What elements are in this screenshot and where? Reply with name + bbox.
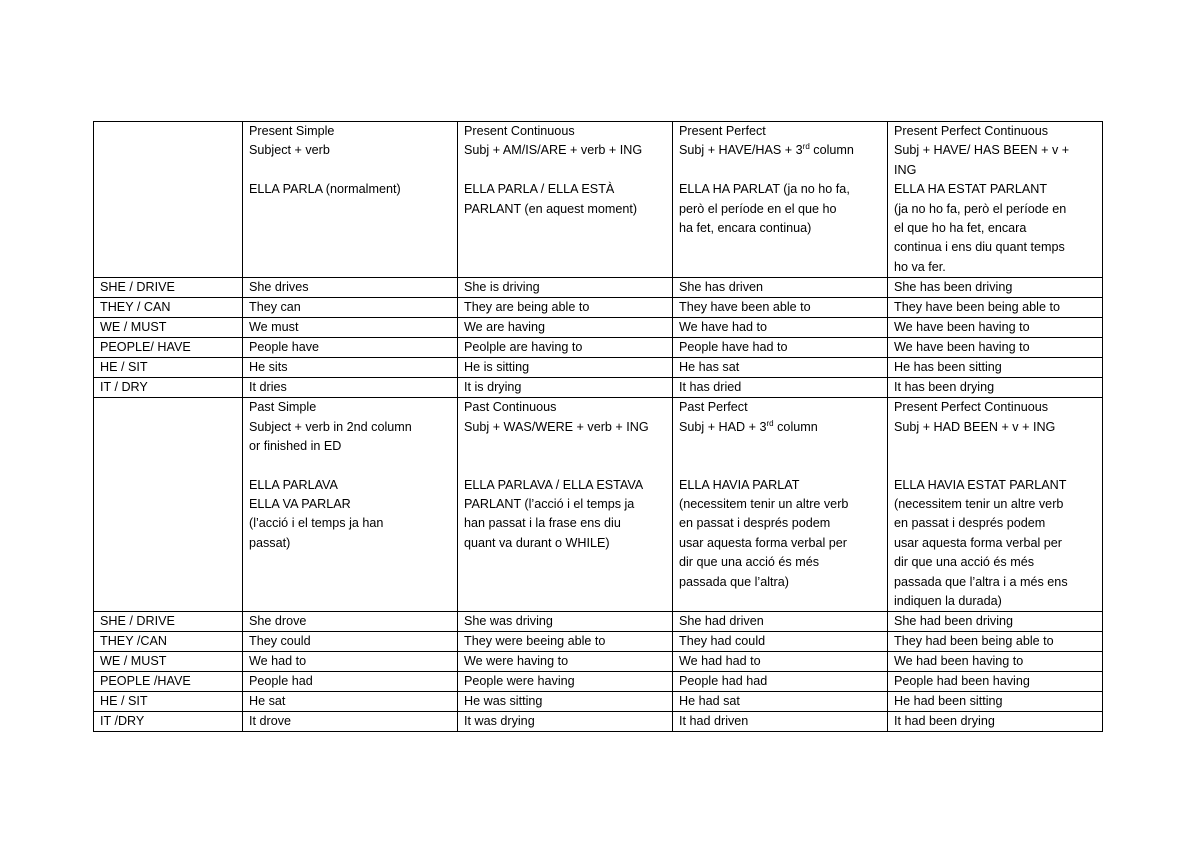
header-present-perfect-continuous: [888, 122, 1103, 278]
table-cell: Peolple are having to: [458, 338, 673, 358]
tense-formula: or finished in ED: [249, 438, 342, 453]
header-past-simple: [243, 398, 458, 612]
table-cell: We are having: [458, 318, 673, 338]
table-cell: They had been being able to: [888, 632, 1103, 652]
tense-title: Present Continuous: [464, 124, 575, 138]
header-past-perfect-continuous: [888, 398, 1103, 612]
row-label: HE / SIT: [94, 358, 243, 378]
table-cell: People have: [243, 338, 458, 358]
verb-tense-table: [93, 121, 1103, 732]
table-cell: We have been having to: [888, 318, 1103, 338]
tense-example: (necessitem tenir un altre verb: [679, 497, 849, 512]
tense-title: Present Perfect Continuous: [894, 124, 1049, 138]
tense-example: han passat i la frase ens diu: [464, 516, 621, 531]
table-cell: She drives: [243, 278, 458, 298]
table-cell: We have had to: [673, 318, 888, 338]
table-cell: They can: [243, 298, 458, 318]
table-cell: He is sitting: [458, 358, 673, 378]
table-cell: It drove: [243, 712, 458, 732]
table-row: [94, 672, 1103, 692]
table-cell: We had been having to: [888, 652, 1103, 672]
table-cell: We have been having to: [888, 338, 1103, 358]
tense-title: Past Continuous: [464, 400, 557, 415]
tense-example: passada que l’altra): [679, 574, 789, 589]
table-cell: We must: [243, 318, 458, 338]
table-cell: People were having: [458, 672, 673, 692]
tense-example: ELLA HAVIA PARLAT: [679, 477, 800, 492]
tense-example: ELLA PARLAVA / ELLA ESTAVA: [464, 477, 644, 492]
empty-corner-cell: [94, 398, 243, 612]
tense-title: Present Simple: [249, 124, 335, 138]
row-label: HE / SIT: [94, 692, 243, 712]
header-present-continuous: [458, 122, 673, 278]
tense-example: ELLA PARLA / ELLA ESTÀ: [464, 182, 615, 197]
tense-formula: ING: [894, 162, 917, 177]
table-cell: She had been driving: [888, 612, 1103, 632]
tense-formula: Subj + HAVE/HAS + 3rd column: [679, 142, 854, 158]
table-cell: She had driven: [673, 612, 888, 632]
tense-title: Past Simple: [249, 400, 317, 415]
row-label: THEY / CAN: [94, 298, 243, 318]
table-row: [94, 612, 1103, 632]
tense-example: passada que l’altra i a més ens: [894, 574, 1068, 589]
row-label: IT /DRY: [94, 712, 243, 732]
table-cell: They have been being able to: [888, 298, 1103, 318]
row-label: WE / MUST: [94, 652, 243, 672]
tense-title: Present Perfect Continuous: [894, 400, 1049, 415]
table-row: [94, 692, 1103, 712]
tense-example: ELLA HAVIA ESTAT PARLANT: [894, 477, 1067, 492]
tense-formula: Subj + AM/IS/ARE + verb + ING: [464, 143, 643, 158]
table-cell: People have had to: [673, 338, 888, 358]
tense-example: indiquen la durada): [894, 594, 1002, 609]
tense-example: usar aquesta forma verbal per: [894, 535, 1063, 550]
tense-formula: Subj + HAD + 3rd column: [679, 418, 818, 434]
table-cell: People had been having: [888, 672, 1103, 692]
tense-example: ELLA PARLA (normalment): [249, 182, 401, 197]
table-cell: He sits: [243, 358, 458, 378]
tense-example: quant va durant o WHILE): [464, 535, 610, 550]
tense-example: ELLA VA PARLAR: [249, 497, 351, 512]
table-row: [94, 298, 1103, 318]
tense-example: continua i ens diu quant temps: [894, 240, 1065, 255]
tense-example: ELLA HA ESTAT PARLANT: [894, 182, 1048, 197]
tense-example: dir que una acció és més: [894, 555, 1035, 570]
table-cell: They had could: [673, 632, 888, 652]
table-cell: We had had to: [673, 652, 888, 672]
table-cell: She was driving: [458, 612, 673, 632]
tense-formula: Subj + HAD BEEN + v + ING: [894, 419, 1056, 434]
table-cell: He sat: [243, 692, 458, 712]
row-label: PEOPLE /HAVE: [94, 672, 243, 692]
tense-title: Past Perfect: [679, 400, 748, 415]
tense-example: en passat i després podem: [679, 516, 831, 531]
header-present-perfect: [673, 122, 888, 278]
row-label: SHE / DRIVE: [94, 612, 243, 632]
tense-example: PARLANT (l’acció i el temps ja: [464, 497, 635, 512]
table-row: [94, 652, 1103, 672]
table-row: [94, 358, 1103, 378]
tense-formula: Subj + HAVE/ HAS BEEN + v +: [894, 143, 1070, 158]
tense-example: ELLA HA PARLAT (ja no ho fa,: [679, 182, 850, 197]
tense-example: passat): [249, 535, 291, 550]
table-cell: It has been drying: [888, 378, 1103, 398]
table-cell: She has been driving: [888, 278, 1103, 298]
tense-example: usar aquesta forma verbal per: [679, 535, 848, 550]
table-cell: It had driven: [673, 712, 888, 732]
table-cell: She drove: [243, 612, 458, 632]
tense-formula: Subject + verb in 2nd column: [249, 419, 412, 434]
table-row: [94, 278, 1103, 298]
table-row: [94, 378, 1103, 398]
table-cell: He had sat: [673, 692, 888, 712]
tense-formula: Subj + WAS/WERE + verb + ING: [464, 419, 649, 434]
table-cell: We had to: [243, 652, 458, 672]
header-past-perfect: [673, 398, 888, 612]
table-cell: She has driven: [673, 278, 888, 298]
present-header-row: [94, 122, 1103, 278]
tense-formula: Subject + verb: [249, 143, 330, 158]
empty-corner-cell: [94, 122, 243, 278]
tense-example: (necessitem tenir un altre verb: [894, 497, 1064, 512]
tense-title: Present Perfect: [679, 124, 766, 138]
tense-example: en passat i després podem: [894, 516, 1046, 531]
past-header-row: [94, 398, 1103, 612]
tense-example: (l’acció i el temps ja han: [249, 516, 384, 531]
table-cell: It has dried: [673, 378, 888, 398]
table-cell: He had been sitting: [888, 692, 1103, 712]
table-cell: We were having to: [458, 652, 673, 672]
tense-example: el que ho ha fet, encara: [894, 220, 1027, 235]
row-label: THEY /CAN: [94, 632, 243, 652]
tense-example: ha fet, encara continua): [679, 220, 812, 235]
header-past-continuous: [458, 398, 673, 612]
tense-example: (ja no ho fa, però el període en: [894, 201, 1067, 216]
table-cell: It is drying: [458, 378, 673, 398]
table-cell: It had been drying: [888, 712, 1103, 732]
table-cell: It dries: [243, 378, 458, 398]
table-cell: People had had: [673, 672, 888, 692]
table-cell: They could: [243, 632, 458, 652]
table-row: [94, 632, 1103, 652]
tense-example: ho va fer.: [894, 259, 946, 274]
table-row: [94, 318, 1103, 338]
table-row: [94, 338, 1103, 358]
table-cell: He was sitting: [458, 692, 673, 712]
table-cell: He has sat: [673, 358, 888, 378]
row-label: WE / MUST: [94, 318, 243, 338]
table-cell: She is driving: [458, 278, 673, 298]
table-cell: People had: [243, 672, 458, 692]
row-label: PEOPLE/ HAVE: [94, 338, 243, 358]
tense-example: ELLA PARLAVA: [249, 477, 338, 492]
row-label: SHE / DRIVE: [94, 278, 243, 298]
row-label: IT / DRY: [94, 378, 243, 398]
table-row: [94, 712, 1103, 732]
table-cell: They were beeing able to: [458, 632, 673, 652]
table-cell: They have been able to: [673, 298, 888, 318]
table-cell: He has been sitting: [888, 358, 1103, 378]
header-present-simple: [243, 122, 458, 278]
tense-example: dir que una acció és més: [679, 555, 820, 570]
tense-example: però el període en el que ho: [679, 201, 837, 216]
table-cell: They are being able to: [458, 298, 673, 318]
table-cell: It was drying: [458, 712, 673, 732]
tense-example: PARLANT (en aquest moment): [464, 201, 638, 216]
